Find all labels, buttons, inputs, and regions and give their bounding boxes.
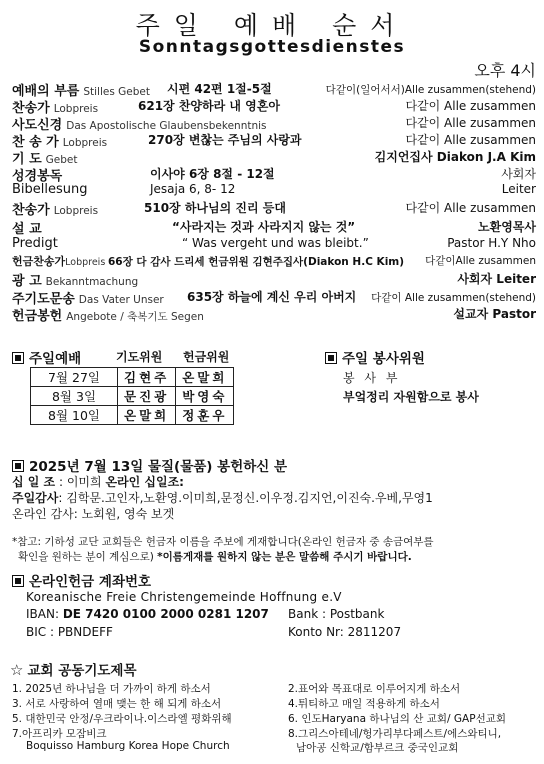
service-sub: 봉 사 부	[343, 371, 401, 385]
order-left	[12, 236, 62, 251]
order-item-leader: 사회자 Leiter	[457, 272, 536, 286]
note-line: 확인을 원하는 분이 계심으로) *이름게재를 원하지 않는 분은 말씀해 주시기 바랍니다.	[18, 551, 412, 563]
order-row	[12, 218, 536, 235]
checkbox-icon	[12, 460, 24, 472]
order-left	[12, 305, 204, 324]
order-item-title: 예배의 부름	[12, 84, 80, 99]
prayer-item: 6. 인도Haryana 하나님의 산 교회/ GAP선교회	[288, 713, 506, 725]
bank-name: Bank : Postbank	[288, 607, 385, 621]
schedule-table	[30, 367, 234, 425]
order-left	[12, 199, 98, 218]
order-item-content: 이사야 6장 8절 - 12절	[150, 167, 275, 181]
order-item-german: Gebet	[45, 154, 78, 166]
service-heading: 주일 봉사위원	[325, 347, 425, 367]
order-item-leader: 사회자	[501, 167, 536, 181]
schedule-offering: 온말희	[176, 368, 234, 387]
order-item-leader: 다같이 Alle zusammen	[405, 201, 536, 215]
order-row	[12, 305, 536, 322]
order-item-content: 621장 찬양하라 내 영혼아	[138, 99, 280, 113]
order-left	[12, 218, 46, 237]
schedule-date: 8월 3일	[31, 387, 118, 406]
order-item-german: Angebote / 축복기도 Segen	[66, 311, 204, 323]
order-item-leader: Leiter	[501, 182, 536, 196]
order-left	[12, 182, 92, 197]
schedule-offering: 박영숙	[176, 387, 234, 406]
order-item-german: Bekanntmachung	[45, 276, 139, 288]
order-item-leader: 다같이 Alle zusammen	[405, 99, 536, 113]
order-item-german: Stilles Gebet	[83, 86, 150, 98]
order-item-title: 설 교	[12, 222, 42, 237]
schedule-col-prayer: 기도위원	[116, 350, 163, 364]
page-title: 주일 예배 순서	[135, 11, 409, 40]
order-item-german: Das Vater Unser	[78, 294, 164, 306]
prayer-item: 5. 대한민국 안정/우크라이나.이스라엘 평화위해	[12, 713, 232, 725]
prayer-item: 1. 2025년 하나님을 더 가까이 하게 하소서	[12, 683, 211, 695]
order-item-title: 성경봉독	[12, 169, 63, 184]
order-left	[12, 270, 138, 289]
page-subtitle: Sonntagsgottesdienstes	[138, 37, 406, 57]
order-row	[12, 270, 536, 287]
schedule-col-offering: 헌금위원	[183, 350, 230, 364]
schedule-prayer: 김현주	[118, 368, 176, 387]
order-row	[12, 199, 536, 216]
prayer-heading: ☆ 교회 공동기도제목	[10, 661, 137, 679]
order-item-title: 찬 송 가	[12, 135, 59, 150]
bank-account-name: Koreanische Freie Christengemeinde Hoffnung e.V	[26, 590, 342, 604]
order-item-title: 기 도	[12, 152, 42, 167]
order-row	[12, 80, 536, 97]
order-item-leader: 다같이(일어서서)Alle zusammen(stehend)	[325, 84, 536, 96]
order-item-leader: 다같이 Alle zusammen(stehend)	[371, 292, 536, 304]
bank-heading: 온라인헌금 계좌번호	[12, 570, 151, 590]
order-item-leader: 다같이 Alle zusammen	[405, 133, 536, 147]
order-item-content: 시편 42편 1절-5절	[167, 82, 272, 96]
donors-line-thanks: 주일감사: 김학문.고인자,노환영.이미희,문정신.이우정.김지언,이진숙.우베,무영1	[12, 491, 433, 505]
order-row	[12, 165, 536, 182]
order-item-german: Lobpreis	[65, 257, 106, 268]
checkbox-icon	[12, 352, 24, 364]
schedule-date: 8월 10일	[31, 406, 118, 425]
order-row	[12, 148, 536, 165]
order-row	[12, 114, 536, 131]
order-item-german: Lobpreis	[62, 137, 108, 149]
prayer-item: 7.아프리카 모잠비크	[12, 728, 107, 740]
order-row	[12, 97, 536, 114]
order-item-title: 헌금찬송가	[12, 255, 66, 268]
schedule-date: 7월 27일	[31, 368, 118, 387]
order-item-content: 510장 하나님의 진리 등대	[144, 201, 286, 215]
prayer-item: 남아공 신학교/함부르크 중국인교회	[296, 742, 459, 754]
order-item-german: Lobpreis	[53, 103, 99, 115]
order-item-content: Jesaja 6, 8- 12	[150, 182, 236, 196]
order-item-content: “ Was vergeht und was bleibt.”	[182, 236, 369, 250]
note-line: *참고: 기하성 교단 교회들은 헌금자 이름을 주보에 게재합니다(온라인 헌금자 중 송금여부를	[12, 536, 434, 548]
star-icon: ☆	[10, 661, 24, 679]
order-item-title: 찬송가	[12, 101, 50, 116]
prayer-item: 2.표어와 목표대로 이루어지게 하소서	[288, 683, 461, 695]
order-item-content: 270장 변찮는 주님의 사랑과	[148, 133, 302, 147]
bank-bic: BIC : PBNDEFF	[26, 625, 113, 639]
order-item-title: 주기도문송	[12, 292, 75, 307]
prayer-item: 3. 서로 사랑하여 열매 맺는 한 해 되게 하소서	[12, 698, 222, 710]
order-item-leader: 다같이 Alle zusammen	[405, 116, 536, 130]
schedule-prayer: 문진광	[118, 387, 176, 406]
prayer-item: Boquisso Hamburg Korea Hope Church	[26, 740, 230, 752]
order-left	[12, 253, 105, 269]
order-item-leader: 설교자 Pastor	[453, 307, 536, 321]
bank-konto: Konto Nr: 2811207	[288, 625, 402, 639]
order-row	[12, 131, 536, 148]
order-row	[12, 182, 536, 199]
order-item-leader: 김지언집사 Diakon J.A Kim	[374, 150, 536, 164]
donors-line-online: 온라인 감사: 노회원, 영숙 보겟	[12, 507, 175, 521]
table-row	[31, 387, 234, 406]
order-item-title: 광 고	[12, 274, 42, 289]
schedule-prayer: 온말희	[118, 406, 176, 425]
order-item-title: 헌금봉헌	[12, 309, 63, 324]
order-item-leader: 노환영목사	[478, 220, 536, 234]
order-row	[12, 236, 536, 253]
order-item-title: 사도신경	[12, 118, 63, 133]
order-item-content: “사라지는 것과 사라지지 않는 것”	[172, 220, 356, 234]
order-item-title: 찬송가	[12, 203, 50, 218]
checkbox-icon	[325, 352, 337, 364]
order-row	[12, 253, 536, 270]
table-row	[31, 368, 234, 387]
order-row	[12, 288, 536, 305]
donors-line-tithe: 십 일 조 : 이미희 온라인 십일조:	[12, 475, 184, 489]
order-item-title: Predigt	[12, 236, 58, 251]
order-item-leader: 다같이Alle zusammen	[425, 255, 536, 267]
order-item-german: Lobpreis	[53, 205, 99, 217]
checkbox-icon	[12, 575, 24, 587]
order-item-content: 635장 하늘에 계신 우리 아버지	[187, 290, 357, 304]
order-item-german: Das Apostolische Glaubensbekenntnis	[66, 120, 267, 132]
service-text: 부엌정리 자원함으로 봉사	[343, 390, 479, 404]
order-item-content: 66장 다 감사 드리세 헌금위원 김현주집사(Diakon H.C Kim)	[108, 256, 405, 268]
order-item-leader: Pastor H.Y Nho	[447, 236, 536, 250]
donors-heading: 2025년 7월 13일 물질(물품) 봉헌하신 분	[12, 455, 287, 475]
schedule-offering: 정훈우	[176, 406, 234, 425]
schedule-heading: 주일예배	[12, 347, 81, 367]
prayer-item: 8.그리스아테네/헝가리부다페스트/에스와티니,	[288, 728, 502, 740]
bank-iban: IBAN: DE 7420 0100 2000 0281 1207	[26, 607, 269, 621]
order-item-title: Bibellesung	[12, 182, 88, 197]
prayer-item: 4.튀티하고 매일 적용하게 하소서	[288, 698, 440, 710]
service-time: 오후 4시	[474, 61, 536, 80]
table-row	[31, 406, 234, 425]
